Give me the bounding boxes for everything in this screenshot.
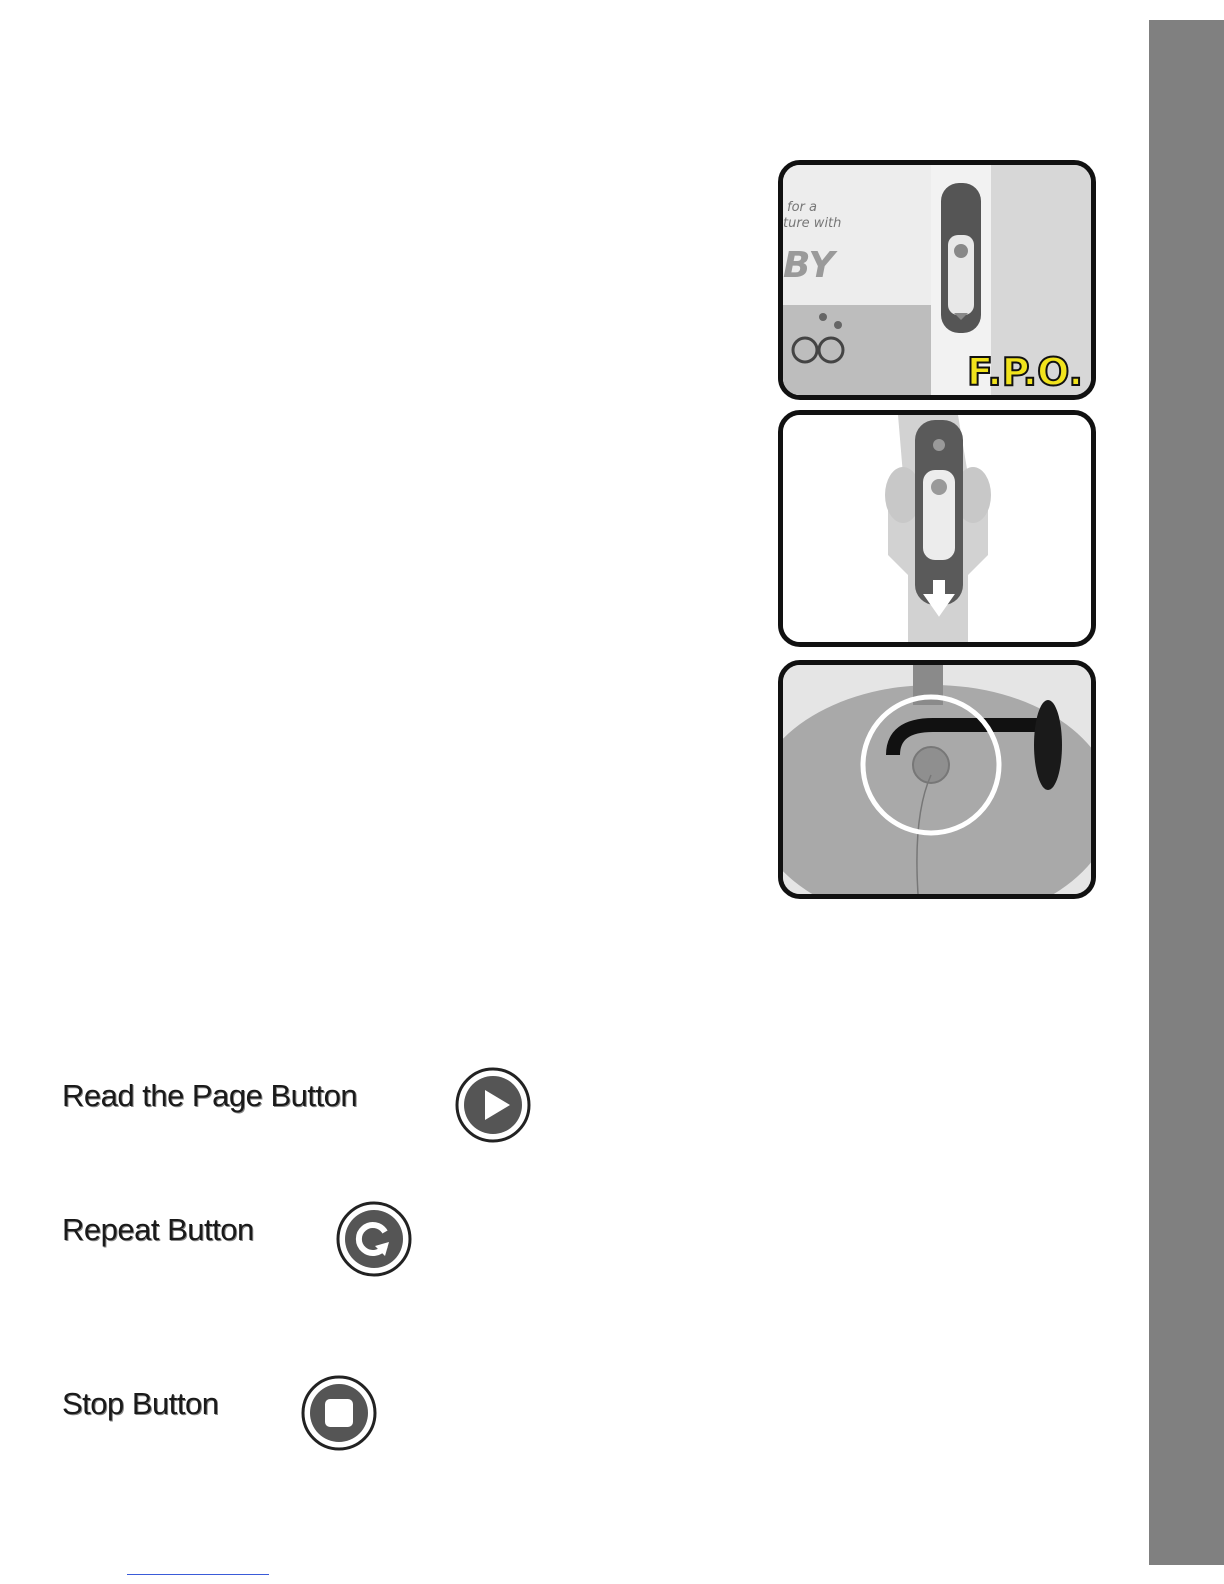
- read-page-label: Read the Page Button: [62, 1078, 358, 1113]
- repeat-icon: [335, 1200, 413, 1278]
- book-text-1: for a: [787, 200, 817, 215]
- stop-button[interactable]: [300, 1374, 378, 1452]
- photo-panel-pen-holder: [778, 410, 1096, 647]
- pen-book-photo: [783, 165, 1091, 395]
- side-tab: [1149, 20, 1224, 1565]
- pen-holder-photo: [783, 415, 1091, 642]
- footer-link-underline[interactable]: [127, 1574, 269, 1575]
- photo-panel-power-button: [778, 660, 1096, 899]
- fpo-label: F.P.O.: [966, 350, 1083, 394]
- power-icon: [913, 747, 949, 783]
- repeat-label: Repeat Button: [62, 1212, 254, 1247]
- book-text-3: BY: [783, 245, 835, 286]
- book-text-2: ture with: [783, 216, 842, 231]
- repeat-button[interactable]: [335, 1200, 413, 1278]
- stop-icon: [300, 1374, 378, 1452]
- stop-label: Stop Button: [62, 1386, 219, 1421]
- play-icon: [454, 1066, 532, 1144]
- read-page-button[interactable]: [454, 1066, 532, 1144]
- photo-panel-pen-in-book: [778, 160, 1096, 400]
- power-button-photo: [783, 665, 1091, 894]
